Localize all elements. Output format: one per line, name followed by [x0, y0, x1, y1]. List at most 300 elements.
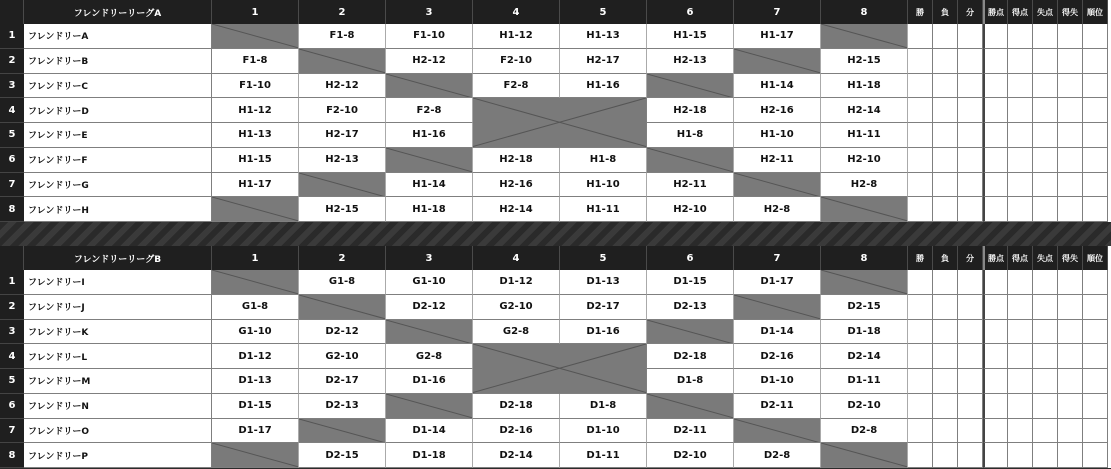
column-header: 6 — [647, 246, 734, 270]
match-cell: D2-10 — [647, 443, 734, 468]
match-cell: D1-18 — [821, 320, 908, 345]
stat-header: 得失 — [1058, 0, 1083, 24]
stat-cell — [908, 148, 933, 173]
match-cell — [212, 197, 299, 222]
column-header: 2 — [299, 246, 386, 270]
match-cell — [212, 24, 299, 49]
stat-cell — [983, 123, 1008, 148]
stat-header: 負 — [933, 246, 958, 270]
match-cell: H1-8 — [647, 123, 734, 148]
team-name: フレンドリーC — [24, 74, 212, 99]
match-cell: D2-13 — [299, 394, 386, 419]
match-cell: D2-18 — [473, 394, 560, 419]
match-cell: D1-15 — [212, 394, 299, 419]
match-cell: G1-10 — [386, 270, 473, 295]
match-cell: H2-13 — [299, 148, 386, 173]
row-number: 5 — [0, 123, 24, 148]
match-cell: D2-12 — [299, 320, 386, 345]
stat-cell — [1058, 295, 1083, 320]
stat-cell — [1033, 369, 1058, 394]
column-header: 4 — [473, 246, 560, 270]
match-cell: H2-18 — [473, 148, 560, 173]
row-number: 7 — [0, 419, 24, 444]
match-cell — [386, 74, 473, 99]
stat-cell — [958, 74, 983, 99]
stat-cell — [1083, 443, 1108, 468]
stat-cell — [983, 419, 1008, 444]
stat-cell — [958, 173, 983, 198]
match-cell: G2-8 — [473, 320, 560, 345]
match-cell: F2-10 — [473, 49, 560, 74]
diagonal-slash — [212, 443, 298, 467]
stat-cell — [1083, 173, 1108, 198]
match-cell: D2-11 — [647, 419, 734, 444]
stat-cell — [1033, 320, 1058, 345]
match-cell: F2-8 — [473, 74, 560, 99]
match-cell: G2-8 — [386, 344, 473, 369]
stat-cell — [1058, 74, 1083, 99]
stat-cell — [933, 344, 958, 369]
match-cell: H1-15 — [647, 24, 734, 49]
stat-cell — [1033, 148, 1058, 173]
stat-cell — [1033, 197, 1058, 222]
stat-cell — [1008, 419, 1033, 444]
stat-cell — [1083, 24, 1108, 49]
stat-cell — [908, 394, 933, 419]
match-cell: D2-16 — [734, 344, 821, 369]
match-cell: D2-14 — [821, 344, 908, 369]
match-cell: D1-13 — [212, 369, 299, 394]
match-cell: H2-16 — [473, 173, 560, 198]
match-cell: H2-12 — [299, 74, 386, 99]
match-cell: D2-10 — [821, 394, 908, 419]
stat-header: 勝点 — [983, 0, 1008, 24]
match-cell: D2-14 — [473, 443, 560, 468]
match-cell: H1-10 — [734, 123, 821, 148]
stat-cell — [983, 394, 1008, 419]
match-cell: D2-17 — [560, 295, 647, 320]
match-cell: D2-12 — [386, 295, 473, 320]
team-name: フレンドリーB — [24, 49, 212, 74]
stat-cell — [1058, 98, 1083, 123]
match-cell: H2-15 — [821, 49, 908, 74]
row-number: 3 — [0, 74, 24, 99]
stat-cell — [908, 369, 933, 394]
team-name: フレンドリーP — [24, 443, 212, 468]
match-cell: H2-14 — [821, 98, 908, 123]
team-name: フレンドリーO — [24, 419, 212, 444]
stat-cell — [908, 320, 933, 345]
stat-cell — [1083, 394, 1108, 419]
team-name: フレンドリーK — [24, 320, 212, 345]
stat-cell — [1008, 49, 1033, 74]
match-cell — [212, 270, 299, 295]
team-name: フレンドリーM — [24, 369, 212, 394]
match-cell — [386, 148, 473, 173]
stat-cell — [933, 123, 958, 148]
match-cell — [821, 270, 908, 295]
league-a-table — [0, 0, 1111, 222]
stat-cell — [958, 123, 983, 148]
stat-cell — [933, 270, 958, 295]
stat-cell — [908, 270, 933, 295]
stat-cell — [983, 98, 1008, 123]
stat-cell — [933, 394, 958, 419]
stat-cell — [1083, 148, 1108, 173]
stat-cell — [1008, 24, 1033, 49]
match-cell: H1-11 — [821, 123, 908, 148]
match-cell: H2-17 — [299, 123, 386, 148]
stat-cell — [1008, 173, 1033, 198]
stat-header: 得点 — [1008, 246, 1033, 270]
cross-lines — [473, 98, 646, 147]
stat-cell — [1008, 443, 1033, 468]
league-b-table — [0, 246, 1111, 468]
stat-cell — [1008, 320, 1033, 345]
match-cell: D2-15 — [821, 295, 908, 320]
diagonal-slash — [647, 148, 733, 172]
stat-cell — [958, 295, 983, 320]
stat-cell — [908, 173, 933, 198]
league-title: フレンドリーリーグA — [24, 0, 212, 24]
column-header: 7 — [734, 246, 821, 270]
stat-cell — [1058, 320, 1083, 345]
stat-cell — [1058, 394, 1083, 419]
stat-cell — [933, 148, 958, 173]
stat-cell — [958, 24, 983, 49]
row-number: 1 — [0, 24, 24, 49]
match-cell: F1-10 — [212, 74, 299, 99]
row-number: 4 — [0, 98, 24, 123]
stat-cell — [1058, 173, 1083, 198]
match-cell: H1-12 — [212, 98, 299, 123]
match-cell: H2-13 — [647, 49, 734, 74]
stat-cell — [1008, 295, 1033, 320]
match-cell — [821, 24, 908, 49]
match-cell: G1-10 — [212, 320, 299, 345]
row-number: 6 — [0, 148, 24, 173]
diagonal-slash — [212, 24, 298, 48]
stat-cell — [1033, 173, 1058, 198]
team-name: フレンドリーE — [24, 123, 212, 148]
match-cell: D2-18 — [647, 344, 734, 369]
stat-cell — [958, 443, 983, 468]
match-cell — [647, 74, 734, 99]
match-cell: H2-10 — [647, 197, 734, 222]
stat-cell — [958, 148, 983, 173]
match-cell: H1-12 — [473, 24, 560, 49]
row-number: 1 — [0, 270, 24, 295]
stat-cell — [908, 49, 933, 74]
match-cell: H1-14 — [386, 173, 473, 198]
stat-cell — [933, 74, 958, 99]
stat-cell — [1033, 123, 1058, 148]
match-cell: D1-8 — [647, 369, 734, 394]
row-number: 8 — [0, 197, 24, 222]
stat-cell — [1058, 24, 1083, 49]
stat-cell — [1083, 74, 1108, 99]
stat-cell — [1033, 419, 1058, 444]
match-cell: D2-8 — [821, 419, 908, 444]
stat-cell — [933, 369, 958, 394]
stat-header: 分 — [958, 246, 983, 270]
stat-cell — [983, 369, 1008, 394]
match-cell — [647, 148, 734, 173]
stat-cell — [908, 98, 933, 123]
stat-cell — [1058, 197, 1083, 222]
stat-header: 順位 — [1083, 246, 1108, 270]
stat-cell — [1083, 49, 1108, 74]
match-cell: F2-10 — [299, 98, 386, 123]
stat-cell — [1083, 98, 1108, 123]
diagonal-slash — [821, 24, 907, 48]
column-header: 3 — [386, 0, 473, 24]
match-cell: D1-12 — [212, 344, 299, 369]
match-cell: G2-10 — [473, 295, 560, 320]
stat-cell — [1008, 148, 1033, 173]
cross-lines — [473, 344, 646, 393]
diagonal-slash — [734, 419, 820, 443]
stat-cell — [1058, 369, 1083, 394]
stat-cell — [908, 123, 933, 148]
match-cell: D1-13 — [560, 270, 647, 295]
match-cell: H2-8 — [821, 173, 908, 198]
stat-cell — [983, 49, 1008, 74]
stat-cell — [1008, 394, 1033, 419]
diagonal-slash — [734, 49, 820, 73]
diagonal-slash — [299, 173, 385, 197]
stat-header: 得失 — [1058, 246, 1083, 270]
row-number: 5 — [0, 369, 24, 394]
stat-cell — [983, 24, 1008, 49]
row-number: 7 — [0, 173, 24, 198]
row-number: 8 — [0, 443, 24, 468]
column-header: 5 — [560, 246, 647, 270]
match-cell: H2-16 — [734, 98, 821, 123]
match-cell: D1-17 — [212, 419, 299, 444]
row-number: 3 — [0, 320, 24, 345]
league-grid — [0, 246, 1111, 468]
diagonal-slash — [386, 148, 472, 172]
match-cell: H1-13 — [212, 123, 299, 148]
column-header: 8 — [821, 246, 908, 270]
column-header: 2 — [299, 0, 386, 24]
league-title: フレンドリーリーグB — [24, 246, 212, 270]
match-cell: D1-12 — [473, 270, 560, 295]
match-cell — [734, 173, 821, 198]
match-cell — [386, 320, 473, 345]
match-cell: H1-15 — [212, 148, 299, 173]
stat-cell — [983, 74, 1008, 99]
stat-cell — [1033, 74, 1058, 99]
corner-cell — [0, 246, 24, 270]
column-header: 1 — [212, 246, 299, 270]
stat-header: 得点 — [1008, 0, 1033, 24]
stat-cell — [1008, 123, 1033, 148]
match-cell — [734, 295, 821, 320]
stat-cell — [1058, 270, 1083, 295]
stat-header: 勝 — [908, 246, 933, 270]
team-name: フレンドリーL — [24, 344, 212, 369]
stat-header: 失点 — [1033, 246, 1058, 270]
match-cell — [734, 419, 821, 444]
stat-cell — [1008, 74, 1033, 99]
stat-cell — [983, 270, 1008, 295]
stat-cell — [1033, 295, 1058, 320]
row-number: 4 — [0, 344, 24, 369]
match-cell: D2-11 — [734, 394, 821, 419]
stat-cell — [908, 295, 933, 320]
section-divider — [0, 222, 1111, 246]
team-name: フレンドリーN — [24, 394, 212, 419]
stat-cell — [1083, 369, 1108, 394]
diagonal-slash — [386, 74, 472, 98]
match-cell: H2-12 — [386, 49, 473, 74]
match-cell: D1-10 — [734, 369, 821, 394]
stat-cell — [983, 173, 1008, 198]
stat-cell — [933, 197, 958, 222]
stat-cell — [1033, 394, 1058, 419]
stat-cell — [958, 344, 983, 369]
match-cell: D1-15 — [647, 270, 734, 295]
stat-cell — [908, 74, 933, 99]
diagonal-slash — [212, 197, 298, 221]
stat-cell — [933, 24, 958, 49]
stat-cell — [958, 419, 983, 444]
match-cell: G1-8 — [299, 270, 386, 295]
league-grid — [0, 0, 1111, 222]
stat-header: 順位 — [1083, 0, 1108, 24]
team-name: フレンドリーJ — [24, 295, 212, 320]
column-header: 4 — [473, 0, 560, 24]
match-cell: H1-18 — [386, 197, 473, 222]
stat-cell — [1058, 49, 1083, 74]
match-cell: H1-11 — [560, 197, 647, 222]
stat-cell — [1008, 98, 1033, 123]
match-cell: D2-15 — [299, 443, 386, 468]
diagonal-slash — [386, 320, 472, 344]
stat-cell — [933, 173, 958, 198]
stat-header: 負 — [933, 0, 958, 24]
match-cell: D1-8 — [560, 394, 647, 419]
diagonal-slash — [647, 394, 733, 418]
stat-cell — [1083, 123, 1108, 148]
match-cell: G1-8 — [212, 295, 299, 320]
match-cell: D2-17 — [299, 369, 386, 394]
stat-cell — [958, 320, 983, 345]
match-cell: F1-8 — [299, 24, 386, 49]
stat-cell — [933, 98, 958, 123]
match-cell: F1-10 — [386, 24, 473, 49]
stat-cell — [1033, 344, 1058, 369]
stat-cell — [1008, 197, 1033, 222]
stat-cell — [908, 419, 933, 444]
team-name: フレンドリーI — [24, 270, 212, 295]
match-cell: D1-16 — [386, 369, 473, 394]
match-cell: H1-13 — [560, 24, 647, 49]
stat-cell — [933, 49, 958, 74]
stat-cell — [958, 49, 983, 74]
crossed-block — [473, 98, 647, 148]
row-number: 2 — [0, 49, 24, 74]
stat-header: 失点 — [1033, 0, 1058, 24]
team-name: フレンドリーD — [24, 98, 212, 123]
corner-cell — [0, 0, 24, 24]
stat-header: 勝 — [908, 0, 933, 24]
match-cell: H1-10 — [560, 173, 647, 198]
match-cell: H1-18 — [821, 74, 908, 99]
stat-cell — [1083, 270, 1108, 295]
match-cell — [647, 394, 734, 419]
diagonal-slash — [821, 270, 907, 294]
column-header: 3 — [386, 246, 473, 270]
column-header: 1 — [212, 0, 299, 24]
stat-cell — [1058, 443, 1083, 468]
match-cell: H2-17 — [560, 49, 647, 74]
match-cell: D1-14 — [734, 320, 821, 345]
stat-cell — [1083, 197, 1108, 222]
stat-cell — [1058, 148, 1083, 173]
match-cell: D1-11 — [821, 369, 908, 394]
match-cell — [821, 443, 908, 468]
match-cell — [647, 320, 734, 345]
match-cell: H1-14 — [734, 74, 821, 99]
stat-cell — [933, 419, 958, 444]
stat-header: 勝点 — [983, 246, 1008, 270]
match-cell: G2-10 — [299, 344, 386, 369]
stat-cell — [1083, 320, 1108, 345]
stat-cell — [1008, 270, 1033, 295]
match-cell: H1-17 — [212, 173, 299, 198]
match-cell: D1-18 — [386, 443, 473, 468]
row-number: 6 — [0, 394, 24, 419]
diagonal-slash — [734, 173, 820, 197]
stat-cell — [1058, 123, 1083, 148]
column-header: 6 — [647, 0, 734, 24]
stat-cell — [1033, 443, 1058, 468]
stat-cell — [1033, 270, 1058, 295]
stat-cell — [908, 344, 933, 369]
team-name: フレンドリーA — [24, 24, 212, 49]
match-cell: D1-16 — [560, 320, 647, 345]
match-cell: H1-16 — [560, 74, 647, 99]
stat-cell — [908, 197, 933, 222]
stat-cell — [958, 197, 983, 222]
column-header: 7 — [734, 0, 821, 24]
match-cell: D2-13 — [647, 295, 734, 320]
stat-cell — [983, 148, 1008, 173]
match-cell: H1-16 — [386, 123, 473, 148]
diagonal-slash — [299, 295, 385, 319]
match-cell: H1-17 — [734, 24, 821, 49]
diagonal-slash — [734, 295, 820, 319]
match-cell: H2-15 — [299, 197, 386, 222]
match-cell: F1-8 — [212, 49, 299, 74]
stat-cell — [1033, 98, 1058, 123]
row-number: 2 — [0, 295, 24, 320]
stat-cell — [958, 98, 983, 123]
column-header: 8 — [821, 0, 908, 24]
stat-cell — [983, 197, 1008, 222]
match-cell — [821, 197, 908, 222]
stat-cell — [933, 295, 958, 320]
diagonal-slash — [386, 394, 472, 418]
match-cell: D1-17 — [734, 270, 821, 295]
diagonal-slash — [299, 49, 385, 73]
stat-cell — [983, 320, 1008, 345]
match-cell: D1-11 — [560, 443, 647, 468]
diagonal-slash — [821, 443, 907, 467]
